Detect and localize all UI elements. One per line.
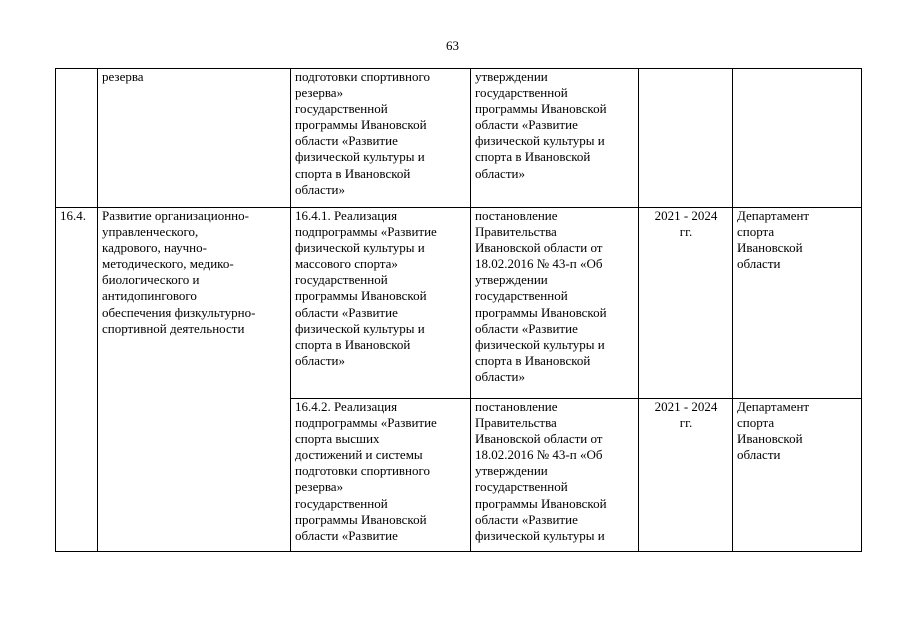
cell-event: резерва	[98, 69, 291, 208]
cell-activity: 16.4.1. Реализация подпрограммы «Развитие физической культуры и массового спорта» государственной программы Ивановской области «Развитие физической культуры и спорта в Ивановской области»	[291, 208, 471, 399]
table-row	[56, 208, 862, 399]
cell-document: постановление Правительства Ивановской области от 18.02.2016 № 43-п «Об утверждении государственной программы Ивановской области «Развитие физической культуры и спорта в Ивановской области»	[471, 208, 639, 399]
cell-activity: подготовки спортивного резерва» государственной программы Ивановской области «Развитие физической культуры и спорта в Ивановской области»	[291, 69, 471, 208]
cell-executor: Департамент спорта Ивановской области	[733, 399, 862, 552]
table-row	[56, 69, 862, 208]
cell-document: постановление Правительства Ивановской области от 18.02.2016 № 43-п «Об утверждении государственной программы Ивановской области «Развитие физической культуры и	[471, 399, 639, 552]
cell-event: Развитие организационно- управленческого, кадрового, научно- методического, медико- биологического и антидопингового обеспечения физкультурно- спортивной деятельности	[98, 208, 291, 552]
cell-executor	[733, 69, 862, 208]
page-number: 63	[446, 38, 459, 53]
cell-activity: 16.4.2. Реализация подпрограммы «Развитие спорта высших достижений и системы подготовки спортивного резерва» государственной программы Ивановской области «Развитие	[291, 399, 471, 552]
cell-period: 2021 - 2024 гг.	[639, 399, 733, 552]
cell-executor: Департамент спорта Ивановской области	[733, 208, 862, 399]
program-table	[55, 68, 862, 552]
cell-number: 16.4.	[56, 208, 98, 552]
cell-period: 2021 - 2024 гг.	[639, 208, 733, 399]
cell-document: утверждении государственной программы Ивановской области «Развитие физической культуры и спорта в Ивановской области»	[471, 69, 639, 208]
cell-period	[639, 69, 733, 208]
cell-number	[56, 69, 98, 208]
